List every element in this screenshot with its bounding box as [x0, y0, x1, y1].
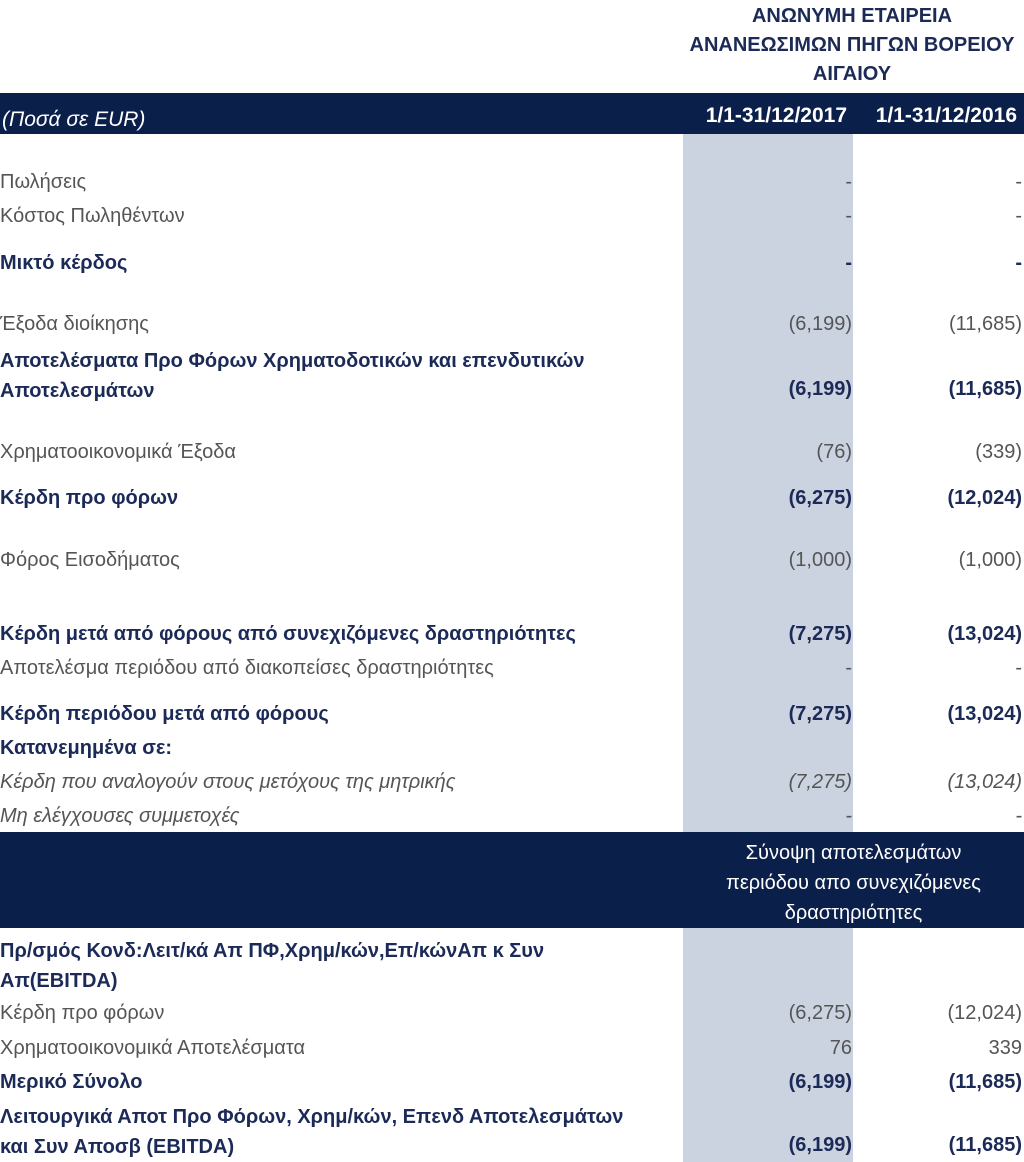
value-2016: (12,024): [947, 1002, 1022, 1024]
company-name-line: ΑΙΓΑΙΟΥ: [812, 63, 892, 85]
value-2017: (76): [816, 441, 852, 463]
value-2017: (6,199): [788, 378, 852, 400]
company-name-line: ΑΝΩΝΥΜΗ ΕΤΑΙΡΕΙΑ: [751, 5, 953, 27]
value-2016: (11,685): [948, 313, 1022, 335]
value-2017: (7,275): [788, 771, 852, 793]
row-label: [0, 346, 660, 406]
value-2017: (6,275): [788, 1002, 852, 1024]
value-2017: -: [845, 205, 852, 227]
row-label: Κέρδη προ φόρων: [0, 487, 179, 509]
value-2016: (13,024): [947, 623, 1022, 645]
value-2017: (6,275): [788, 487, 852, 509]
value-2017: (6,199): [788, 1134, 852, 1156]
row-label: Χρηματοοικονομικά Έξοδα: [0, 441, 236, 463]
row-label: Μερικό Σύνολο: [0, 1071, 143, 1093]
row-label: Κέρδη που αναλογούν στους μετόχους της μητρικής: [0, 771, 456, 793]
value-2016: (13,024): [947, 771, 1022, 793]
value-2017: (7,275): [788, 623, 852, 645]
value-2016: (11,685): [948, 378, 1022, 400]
row-label: Φόρος Εισοδήματος: [0, 549, 180, 571]
value-2017: -: [845, 805, 852, 827]
row-label-line: Λειτουργικά Αποτ Προ Φόρων, Χρημ/κών, Επενδ Αποτελεσμάτων: [0, 1106, 624, 1128]
value-2016: (13,024): [947, 703, 1022, 725]
value-2017: -: [845, 657, 852, 679]
company-name-line: ΑΝΑΝΕΩΣΙΜΩΝ ΠΗΓΩΝ ΒΟΡΕΙΟΥ: [689, 34, 1015, 56]
column-header-2016: 1/1-31/12/2016: [875, 104, 1017, 127]
summary-header: [683, 838, 1024, 928]
company-name: [680, 2, 1024, 89]
value-2017: -: [845, 171, 852, 193]
value-2016: (11,685): [948, 1134, 1022, 1156]
amounts-unit-label: (Ποσά σε EUR): [2, 108, 146, 131]
value-2017: (6,199): [788, 1071, 852, 1093]
value-2016: (11,685): [948, 1071, 1022, 1093]
value-2017: (7,275): [788, 703, 852, 725]
value-2016: (12,024): [947, 487, 1022, 509]
row-label: Έξοδα διοίκησης: [0, 313, 149, 335]
value-2016: -: [1015, 252, 1022, 274]
summary-header-line: Σύνοψη αποτελεσμάτων: [745, 842, 962, 864]
value-2017: (1,000): [788, 549, 852, 571]
summary-header-line: δραστηριότητες: [784, 902, 923, 924]
value-2016: -: [1015, 657, 1022, 679]
column-header-2017: 1/1-31/12/2017: [705, 104, 847, 127]
row-label: Μη ελέγχουσες συμμετοχές: [0, 805, 240, 827]
value-2016: (1,000): [958, 549, 1022, 571]
row-label: Κατανεμημένα σε:: [0, 737, 173, 759]
row-label-line: Απ(EBITDA): [0, 970, 118, 992]
row-label: Χρηματοοικονομικά Αποτελέσματα: [0, 1037, 306, 1059]
row-label: Κέρδη μετά από φόρους από συνεχιζόμενες δραστηριότητες: [0, 623, 576, 645]
row-label: Κέρδη περιόδου μετά από φόρους: [0, 703, 329, 725]
column-2017-shading: [683, 134, 853, 832]
value-2016: -: [1015, 805, 1022, 827]
row-label-line: και Συν Αποσβ (EBITDA): [0, 1136, 235, 1158]
row-label: Μικτό κέρδος: [0, 252, 128, 274]
value-2016: (339): [975, 441, 1022, 463]
value-2017: (6,199): [788, 313, 852, 335]
value-2016: -: [1015, 171, 1022, 193]
row-label: [0, 1102, 660, 1162]
value-2016: 339: [988, 1037, 1022, 1059]
value-2017: 76: [829, 1037, 852, 1059]
row-label: Αποτελέσμα περιόδου από διακοπείσες δραστηριότητες: [0, 657, 494, 679]
column-2017-shading-lower: [683, 928, 853, 1162]
column-header-band: [0, 93, 1024, 134]
row-label: Κέρδη προ φόρων: [0, 1002, 165, 1024]
row-label: Πωλήσεις: [0, 171, 87, 193]
value-2017: -: [845, 252, 852, 274]
row-label: [0, 936, 660, 996]
summary-header-line: περιόδου απο συνεχιζόμενες: [726, 872, 981, 894]
row-label-line: Αποτελεσμάτων: [0, 380, 155, 402]
row-label-line: Αποτελέσματα Προ Φόρων Χρηματοδοτικών και επενδυτικών: [0, 350, 585, 372]
row-label: Κόστος Πωληθέντων: [0, 205, 185, 227]
value-2016: -: [1015, 205, 1022, 227]
row-label-line: Πρ/σμός Κονδ:Λειτ/κά Απ ΠΦ,Χρημ/κών,Επ/κώνΑπ κ Συν: [0, 940, 545, 962]
